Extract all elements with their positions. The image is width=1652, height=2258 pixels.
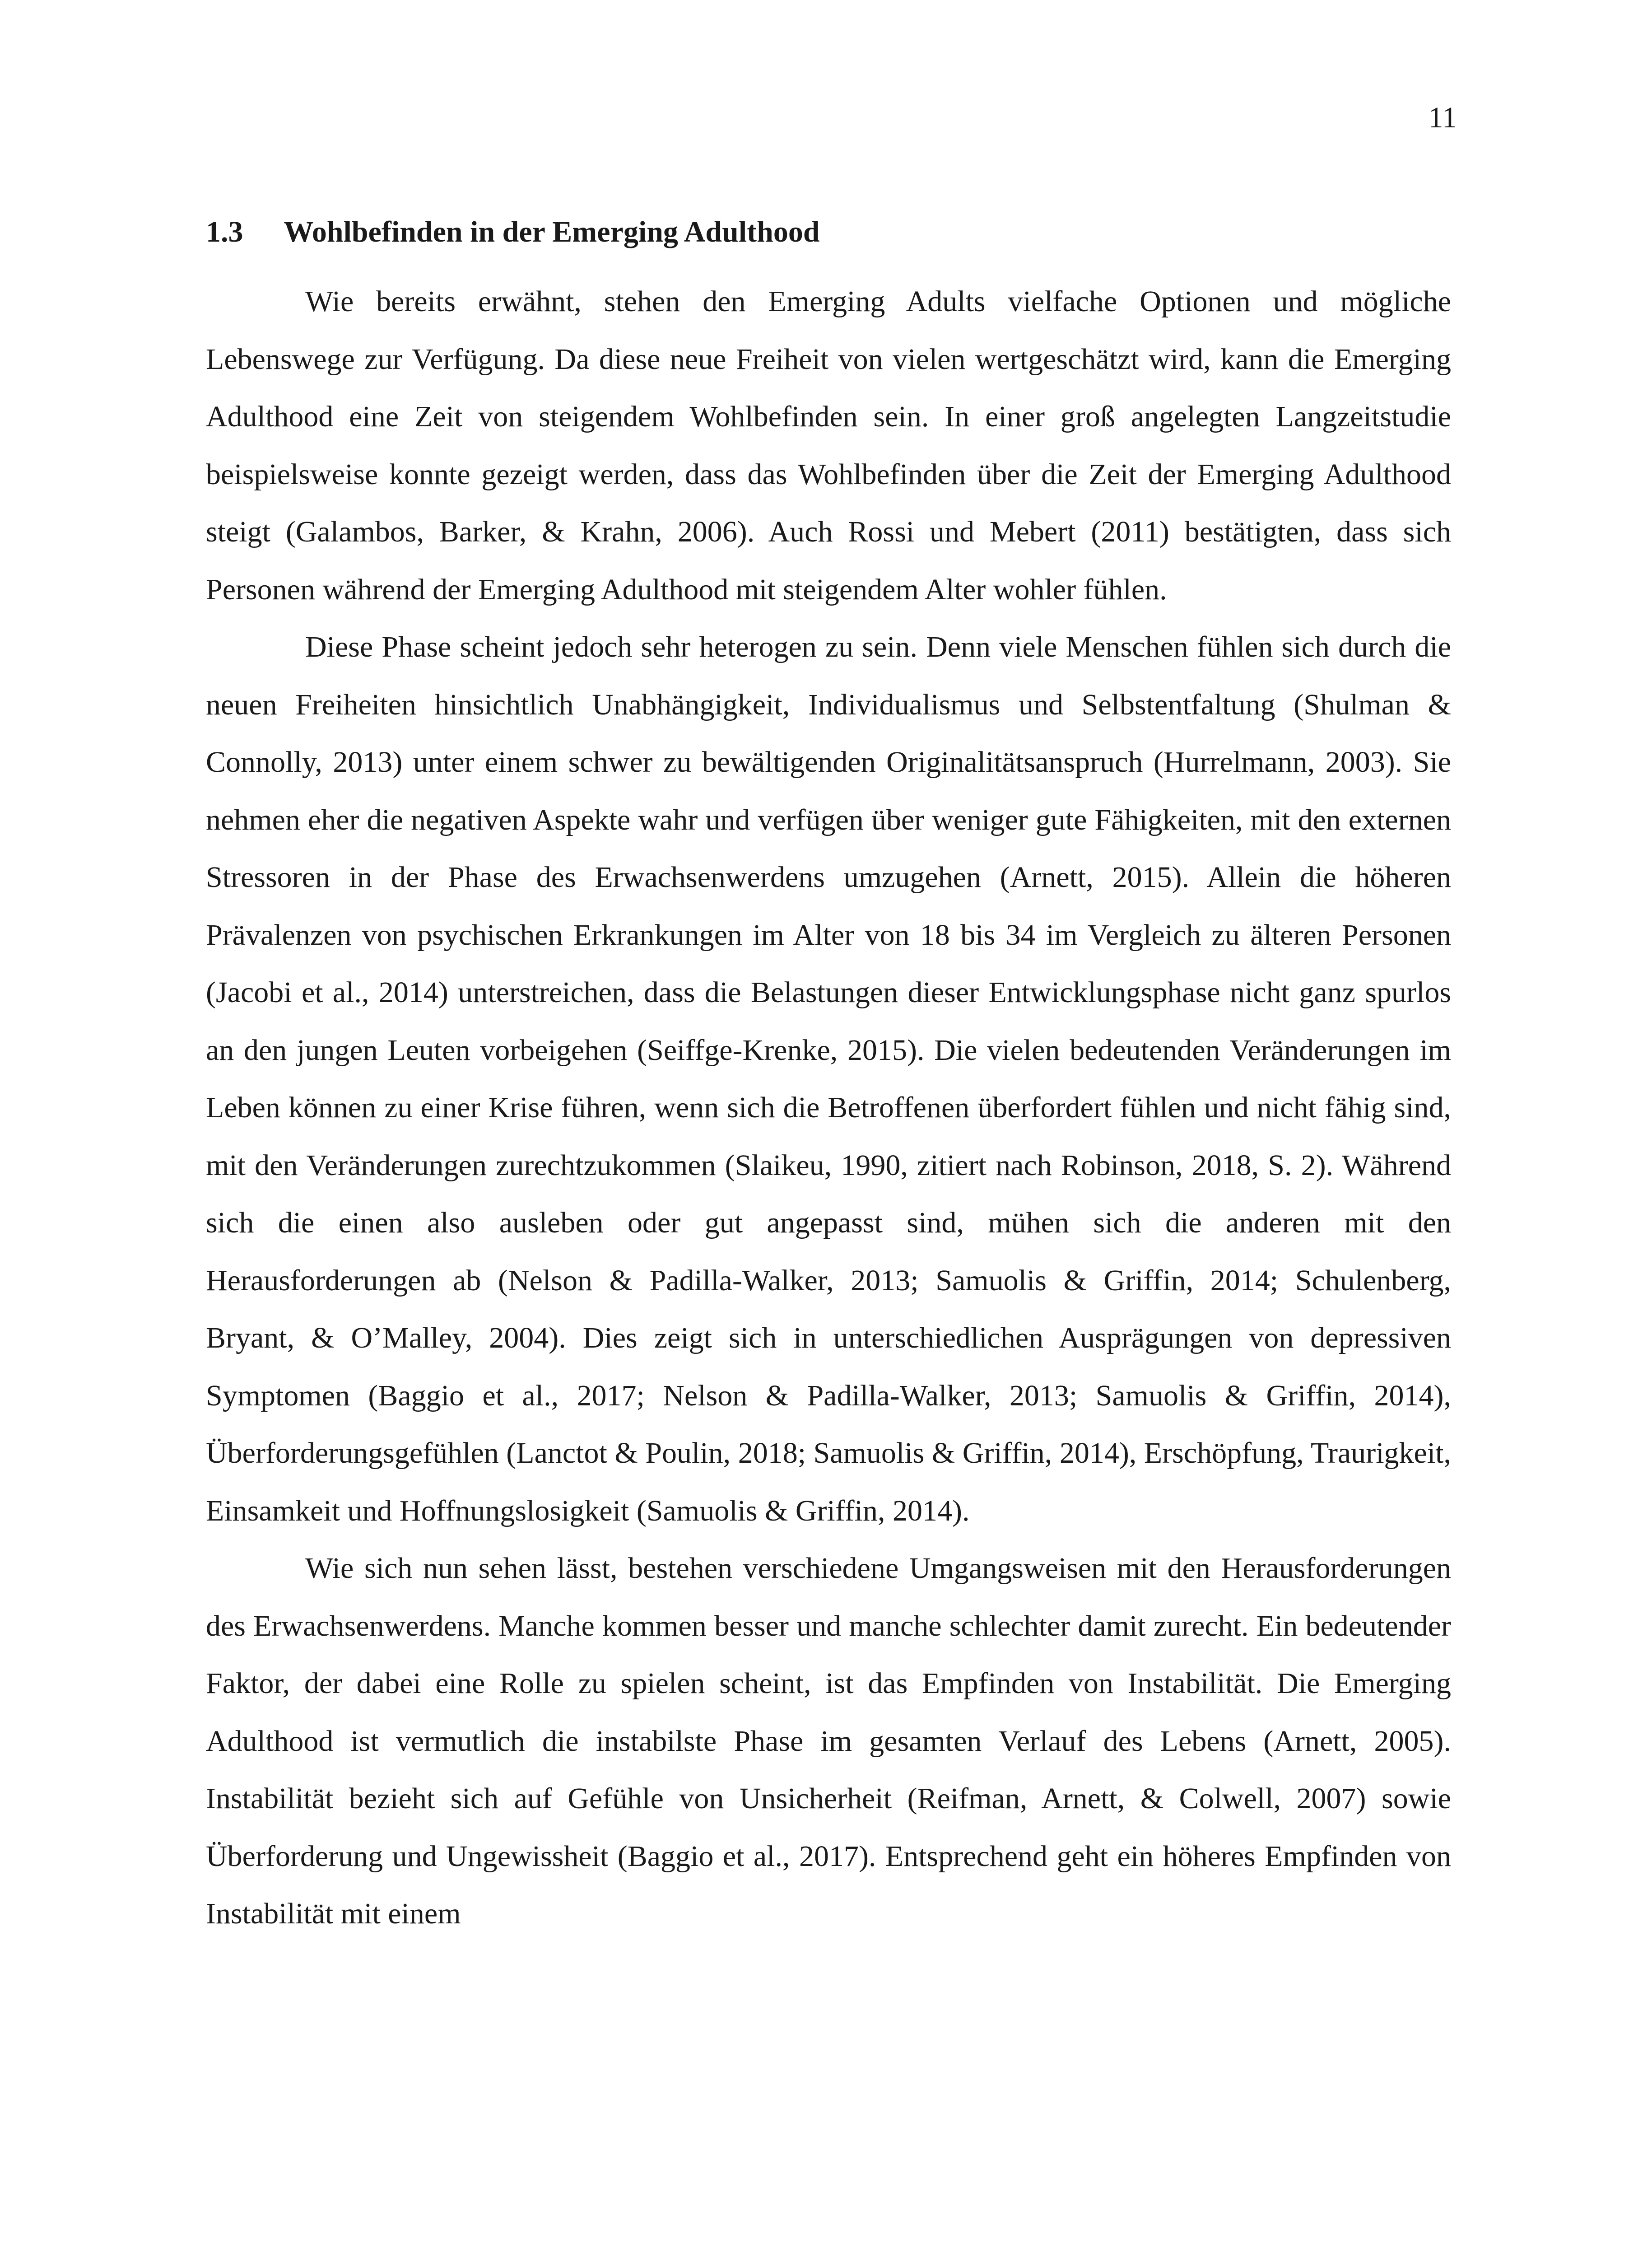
body-paragraph-3: Wie sich nun sehen lässt, bestehen verschiedene Umgangsweisen mit den Herausforderungen des Erwachsenwerdens. Manche kommen besser und manche schlechter damit zurecht. Ein bedeutender Faktor, der dabei eine Rolle zu spielen scheint, ist das Empfinden von Instabilität. Die Emerging Adulthood ist vermutlich die instabilste Phase im gesamten Verlauf des Lebens (Arnett, 2005). Instabilität bezieht sich auf Gefühle von Unsicherheit (Reifman, Arnett, & Colwell, 2007) sowie Überforderung und Ungewissheit (Baggio et al., 2017). Entsprechend geht ein höheres Empfinden von Instabilität mit einem <box>206 1552 1451 1930</box>
body-paragraph-2: Diese Phase scheint jedoch sehr heterogen zu sein. Denn viele Menschen fühlen sich durch die neuen Freiheiten hinsichtlich Unabhängigkeit, Individualismus und Selbstentfaltung (Shulman & Connolly, 2013) unter einem schwer zu bewältigenden Originalitätsanspruch (Hurrelmann, 2003). Sie nehmen eher die negativen Aspekte wahr und verfügen über weniger gute Fähigkeiten, mit den externen Stressoren in der Phase des Erwachsenwerdens umzugehen (Arnett, 2015). Allein die höheren Prävalenzen von psychischen Erkrankungen im Alter von 18 bis 34 im Vergleich zu älteren Personen (Jacobi et al., 2014) unterstreichen, dass die Belastungen dieser Entwicklungsphase nicht ganz spurlos an den jungen Leuten vorbeigehen (Seiffge-Krenke, 2015). Die vielen bedeutenden Veränderungen im Leben können zu einer Krise führen, wenn sich die Betroffenen überfordert fühlen und nicht fähig sind, mit den Veränderungen zurechtzukommen (Slaikeu, 1990, zitiert nach Robinson, 2018, S. 2). Während sich die einen also ausleben oder gut angepasst sind, mühen sich die anderen mit den Herausforderungen ab (Nelson & Padilla-Walker, 2013; Samuolis & Griffin, 2014; Schulenberg, Bryant, & O’Malley, 2004). Dies zeigt sich in unterschiedlichen Ausprägungen von depressiven Symptomen (Baggio et al., 2017; Nelson & Padilla-Walker, 2013; Samuolis & Griffin, 2014), Überforderungsgefühlen (Lanctot & Poulin, 2018; Samuolis & Griffin, 2014), Erschöpfung, Traurigkeit, Einsamkeit und Hoffnungslosigkeit (Samuolis & Griffin, 2014). <box>206 630 1451 1527</box>
page-content <box>206 203 1451 1943</box>
body-paragraph-1: Wie bereits erwähnt, stehen den Emerging Adults vielfache Optionen und mögliche Lebenswege zur Verfügung. Da diese neue Freiheit von vielen wertgeschätzt wird, kann die Emerging Adulthood eine Zeit von steigendem Wohlbefinden sein. In einer groß angelegten Langzeitstudie beispielsweise konnte gezeigt werden, dass das Wohlbefinden über die Zeit der Emerging Adulthood steigt (Galambos, Barker, & Krahn, 2006). Auch Rossi und Mebert (2011) bestätigten, dass sich Personen während der Emerging Adulthood mit steigendem Alter wohler fühlen. <box>206 285 1451 606</box>
section-heading <box>206 203 1451 261</box>
page-number: 11 <box>1428 101 1457 134</box>
section-number: 1.3 <box>206 215 243 248</box>
section-title: Wohlbefinden in der Emerging Adulthood <box>284 215 820 248</box>
